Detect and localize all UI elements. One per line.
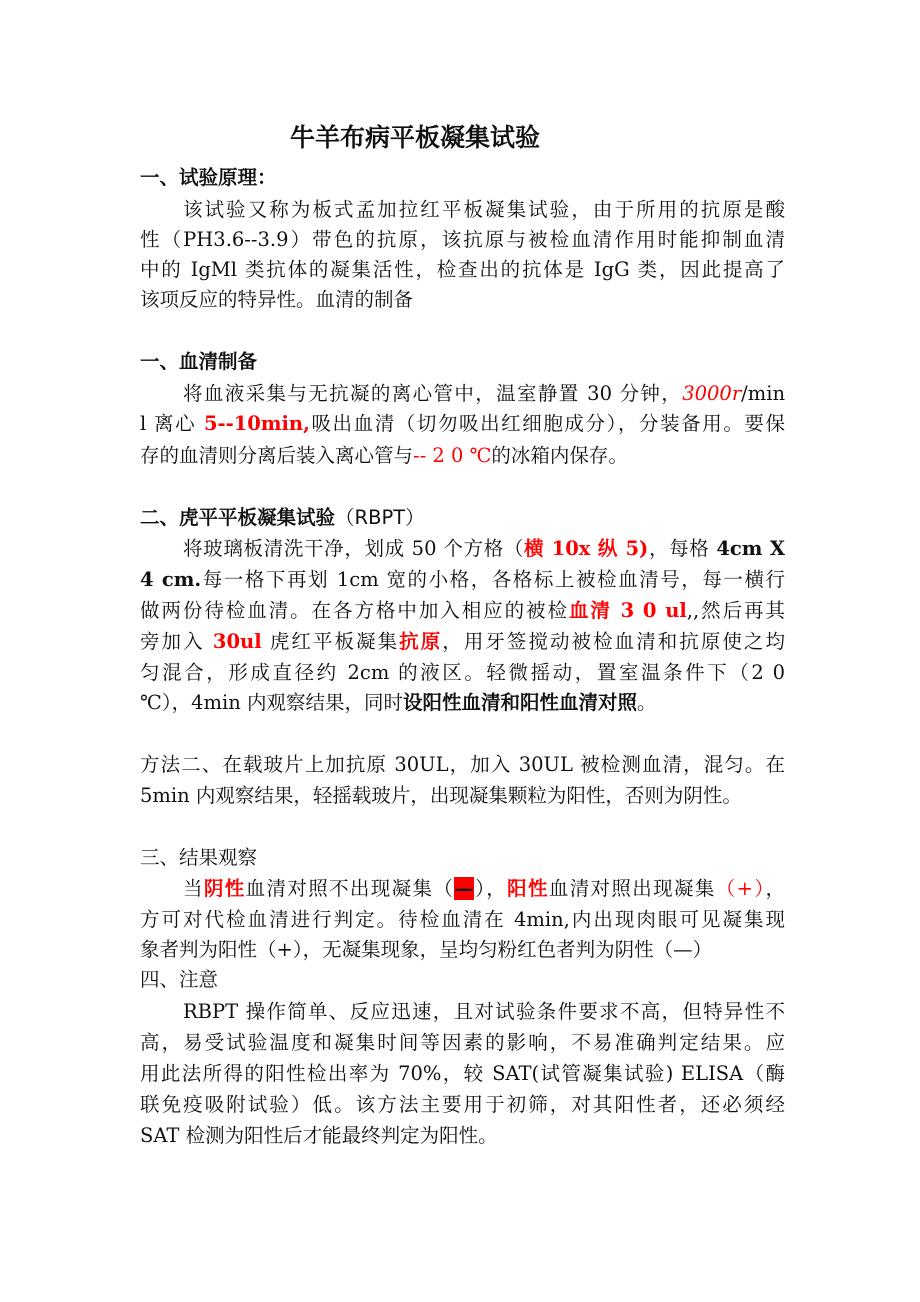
text-run: 方可对代检血清进行判定。待检血清在 4min,内出现肉眼可见凝集现 <box>140 908 785 931</box>
text-run: 联免疫吸附试验）低。该方法主要用于初筛，对其阳性者，还必须经 <box>140 1093 785 1116</box>
text-run: l 离心 <box>140 412 204 435</box>
text-run: ,,然后再其 <box>686 599 785 622</box>
paragraph-line <box>140 566 785 594</box>
text-run: 高，易受试验温度和凝集时间等因素的影响，不易准确判定结果。应 <box>140 1031 785 1054</box>
text-run: 用此法所得的阳性检出率为 70%，较 SAT(试管凝集试验) ELISA（酶 <box>140 1062 785 1085</box>
section-heading <box>140 164 785 192</box>
section-heading <box>140 504 785 532</box>
text-run: 存的血清则分离后装入离心管与 <box>140 444 414 467</box>
highlighted-text: — <box>454 877 474 900</box>
text-run: 当 <box>183 877 204 900</box>
text-run: 横 10x 纵 5) <box>524 537 649 560</box>
paragraph-line <box>140 442 785 470</box>
paragraph-line <box>183 875 785 903</box>
text-run: （+） <box>715 877 766 900</box>
text-run: 4 cm. <box>140 568 202 591</box>
section-heading <box>140 348 785 376</box>
paragraph-line <box>140 286 785 314</box>
text-run: 血清对照不出现凝集（ <box>245 877 455 900</box>
text-run: 性（PH3.6--3.9）带色的抗原，该抗原与被检血清作用时能抑制血清 <box>140 228 785 251</box>
text-run: 。 <box>636 691 657 714</box>
paragraph-line <box>140 597 785 625</box>
paragraph-line <box>140 1060 785 1088</box>
text-run: 匀混合，形成直径约 2cm 的液区。轻微摇动，置室温条件下（2 0 <box>140 661 785 684</box>
text-run: 二、虎平平板凝集试验 <box>140 506 336 529</box>
text-run: 的冰箱内保存。 <box>491 444 628 467</box>
paragraph-line <box>183 196 785 224</box>
text-run: 该项反应的特异性。血清的制备 <box>140 288 414 311</box>
paragraph-line <box>140 1091 785 1119</box>
paragraph-line <box>140 966 785 994</box>
text-run: ，用牙签搅动被检血清和抗原使之均 <box>442 630 785 653</box>
text-run: ℃），4min 内观察结果，同时 <box>140 691 403 714</box>
text-run: 旁加入 <box>140 630 213 653</box>
paragraph-line <box>183 380 785 408</box>
text-run: 将玻璃板清洗干净，划成 50 个方格（ <box>183 537 525 560</box>
paragraph-line <box>140 256 785 284</box>
text-run: 每一格下再划 1cm 宽的小格，各格标上被检血清号，每一横行 <box>201 568 786 591</box>
text-run: 5--10min, <box>203 412 310 435</box>
text-run: 抗原 <box>399 630 443 653</box>
text-run: 象者判为阳性（+），无凝集现象，呈均匀粉红色者判为阴性（—） <box>140 938 713 961</box>
text-run: -- 2 0 ℃ <box>413 444 492 467</box>
text-run: 4cm X <box>716 537 785 560</box>
paragraph-line <box>140 659 785 687</box>
text-run: 中的 IgMl 类抗体的凝集活性，检查出的抗体是 IgG 类，因此提高了 <box>140 258 785 281</box>
text-run: 方法二、在载玻片上加抗原 30UL，加入 30UL 被检测血清，混匀。在 <box>140 753 785 776</box>
text-run: SAT 检测为阳性后才能最终判定为阳性。 <box>140 1124 498 1147</box>
text-run: 30ul <box>212 630 262 653</box>
text-run: 一、试验原理： <box>140 166 277 189</box>
paragraph-line <box>140 1029 785 1057</box>
text-run: 四、注意 <box>140 968 219 991</box>
text-run: 阴性 <box>203 877 246 900</box>
text-run: 虎红平板凝集 <box>261 630 400 653</box>
text-run: /min <box>741 382 785 405</box>
text-run: （RBPT） <box>335 506 425 529</box>
paragraph-line <box>140 782 785 810</box>
paragraph-line <box>140 844 785 872</box>
paragraph-line <box>140 628 785 656</box>
document-title: 牛羊布病平板凝集试验 <box>289 123 540 152</box>
paragraph-line <box>140 410 785 438</box>
paragraph-line <box>140 1122 785 1150</box>
text-run: 将血液采集与无抗凝的离心管中，温室静置 30 分钟， <box>183 382 683 405</box>
paragraph-line <box>140 906 785 934</box>
text-run: RBPT 操作简单、反应迅速，且对试验条件要求不高，但特异性不 <box>183 1000 785 1023</box>
paragraph-line <box>140 936 785 964</box>
paragraph-line <box>183 535 785 563</box>
text-run: 做两份待检血清。在各方格中加入相应的被检 <box>140 599 569 622</box>
text-run: 3000r <box>682 382 742 405</box>
text-run: 阳性 <box>507 877 549 900</box>
text-run: 三、结果观察 <box>140 846 258 869</box>
text-run: 血清 3 0 ul <box>568 599 687 622</box>
text-run: ，每格 <box>648 537 717 560</box>
text-run: ， <box>765 877 785 900</box>
paragraph-line <box>140 226 785 254</box>
paragraph-line <box>140 751 785 779</box>
text-run: 设阳性血清和阳性血清对照 <box>402 691 637 714</box>
paragraph-line <box>183 998 785 1026</box>
text-run: 5min 内观察结果，轻摇载玻片，出现凝集颗粒为阳性，否则为阴性。 <box>140 784 742 807</box>
text-run: 血清对照出现凝集 <box>548 877 716 900</box>
paragraph-line <box>140 689 785 717</box>
text-run: 吸出血清（切勿吸出红细胞成分），分装备用。要保 <box>309 412 785 435</box>
text-run: 一、血清制备 <box>140 350 258 373</box>
text-run: 该试验又称为板式孟加拉红平板凝集试验，由于所用的抗原是酸 <box>183 198 785 221</box>
text-run: ）， <box>473 877 508 900</box>
